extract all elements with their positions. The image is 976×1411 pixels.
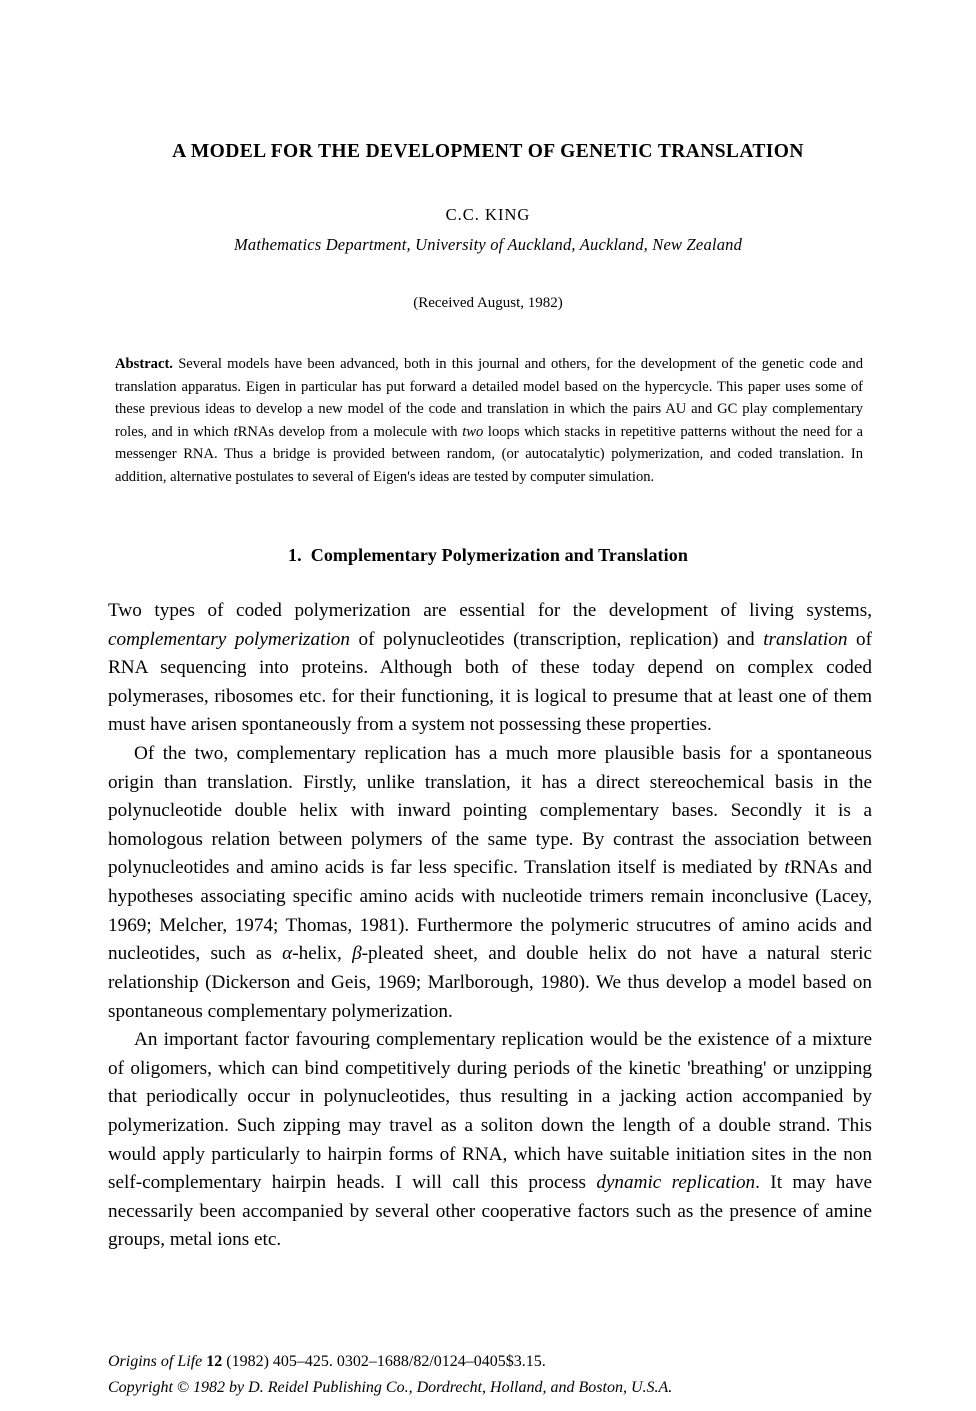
abstract-italic-1: t — [233, 423, 238, 440]
p2-seg-3: -helix, — [292, 943, 353, 965]
p2-seg-1: Of the two, complementary replication has a much more plausible basis for a spontaneous origin than translation. Firstly, unlike translation, it has a direct stereochemical basis in the polynucleotide double helix with inward pointing complementary bases. Secondly it is a homologous relation between polymers of the same type. By contrast the association between polynucleotides and amino acids is far less specific. Translation itself is mediated by — [108, 743, 872, 879]
p3-seg-1: An important factor favouring complementary replication would be the existence of a mixture of oligomers, which can bind competitively during periods of the kinetic 'breathing' or unzipping that periodically occur in polynucleotides, thus resulting in a jacking action accompanied by polymerization. Such zipping may travel as a soliton down the length of a double strand. This would apply particularly to hairpin forms of RNA, which have suitable initiation sites in the non self-complementary hairpin heads. I will call this process — [108, 1029, 872, 1194]
journal-name: Origins of Life — [108, 1353, 203, 1370]
p2-italic-alpha: α — [282, 943, 293, 965]
section-heading — [108, 545, 868, 566]
citation-details: (1982) 405–425. 0302–1688/82/0124–0405$3.15. — [222, 1353, 546, 1370]
p3-seg-2: . It may have necessarily been accompanied by several other cooperative factors such as the presence of amine groups, metal ions etc. — [108, 1172, 872, 1251]
footer-citation-line — [108, 1349, 888, 1375]
copyright-label: Copyright — [108, 1378, 173, 1396]
section-title: Complementary Polymerization and Translation — [310, 545, 688, 565]
p2-italic-1: t — [784, 857, 790, 879]
p2-seg-2: RNAs and hypotheses associating specific amino acids with nucleotide trimers remain inconclusive (Lacey, 1969; Melcher, 1974; Thomas, 1981). Furthermore the polymeric strucutres of amino acids and nucleotides, such as — [108, 857, 873, 965]
abstract-label: Abstract. — [115, 356, 173, 372]
copyright-text: © 1982 by D. Reidel Publishing Co., Dordrecht, Holland, and Boston, U.S.A. — [172, 1378, 673, 1396]
page-title: A MODEL FOR THE DEVELOPMENT OF GENETIC TRANSLATION — [172, 141, 804, 162]
author-name: C.C. KING — [445, 205, 531, 224]
paragraph-1 — [108, 597, 872, 740]
page-footer — [108, 1349, 888, 1401]
section-number: 1. — [288, 545, 302, 565]
p1-seg-2: of polynucleotides (transcription, replication) and — [349, 628, 764, 650]
abstract-section — [115, 353, 863, 488]
body-text — [108, 597, 872, 1255]
paragraph-2 — [108, 740, 872, 1026]
p1-seg-1: Two types of coded polymerization are essential for the development of living systems, — [108, 600, 872, 621]
abstract-text-1: Several models have been advanced, both in this journal and others, for the development of the genetic code and translation apparatus. Eigen in particular has put forward a detailed model based on the hypercycle. This paper uses some of these previous ideas to develop a new model of the code and translation in which the pairs AU and GC play complementary roles, and in which — [115, 356, 863, 440]
p1-italic-2: translation — [763, 628, 848, 650]
p1-seg-3: of RNA sequencing into proteins. Although both of these today depend on complex coded polymerases, ribosomes etc. for their functioning, it is logical to presume that at least one of them must have arisen spontaneously from a system not possessing these properties. — [108, 628, 873, 736]
received-date: (Received August, 1982) — [413, 295, 563, 311]
author-affiliation: Mathematics Department, University of Auckland, Auckland, New Zealand — [233, 235, 743, 254]
p1-italic-1: complementary polymerization — [108, 628, 350, 650]
p2-italic-beta: β — [352, 943, 362, 965]
abstract-text-2: RNAs develop from a molecule with — [237, 423, 463, 440]
p2-seg-4: -pleated sheet, and double helix do not have a natural steric relationship (Dickerson and Geis, 1969; Marlborough, 1980). We thus develop a model based on spontaneous complementary polymerization. — [108, 943, 872, 1022]
paragraph-3 — [108, 1026, 872, 1255]
abstract-text-3: loops which stacks in repetitive patterns without the need for a messenger RNA. Thus a bridge is provided between random, (or autocatalytic) polymerization, and coded translation. In addition, alternative postulates to several of Eigen's ideas are tested by computer simulation. — [115, 423, 863, 485]
abstract-italic-2: two — [462, 423, 484, 440]
journal-volume: 12 — [206, 1353, 223, 1370]
footer-copyright-line — [108, 1375, 888, 1401]
p3-italic-1: dynamic replication — [596, 1172, 756, 1194]
